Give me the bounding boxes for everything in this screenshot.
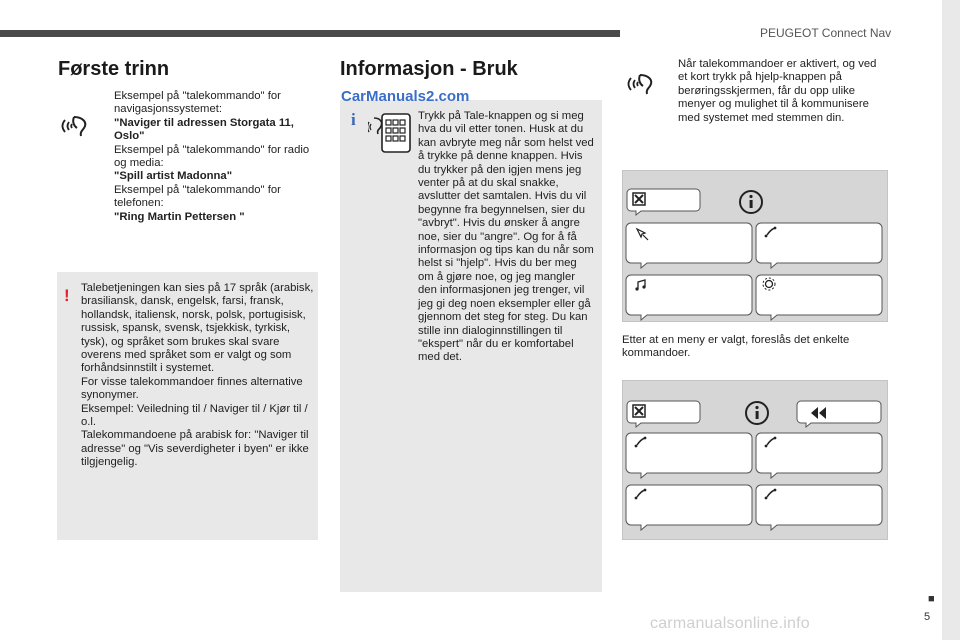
example-intro: Eksempel på "talekommando" for navigasjonssystemet:	[114, 90, 281, 116]
section-title-first-steps: Første trinn	[58, 58, 170, 80]
page-number: 5	[924, 611, 931, 623]
example-intro: Eksempel på "talekommando" for telefonen:	[114, 183, 281, 210]
voice-command-icon	[60, 108, 100, 145]
section-title-info-use: Informasjon - Bruk	[340, 58, 518, 80]
watermark: carmanualsonline.info	[650, 615, 810, 632]
notice-paragraph: For visse talekommandoer finnes alternative synonymer.	[81, 375, 303, 402]
help-icon	[740, 191, 762, 213]
header-bar	[0, 30, 620, 37]
info-icon: i	[351, 110, 356, 129]
example-command: "Spill artist Madonna"	[114, 170, 233, 183]
examples-block	[114, 90, 314, 224]
touch-voice-icon	[368, 112, 412, 161]
right-text-2: Etter at en meny er valgt, foreslås det enkelte kommandoer.	[622, 334, 850, 360]
example-intro: Eksempel på "talekommando" for radio og media:	[114, 143, 310, 170]
carmanuals-logo: CarManuals2.com	[341, 88, 470, 105]
example-command: "Ring Martin Pettersen "	[114, 210, 245, 223]
header-title: PEUGEOT Connect Nav	[760, 26, 892, 40]
menu-screen-illustration	[622, 170, 888, 322]
notice-text	[81, 282, 314, 470]
warning-icon: !	[64, 286, 70, 305]
info-text: Trykk på Tale-knappen og si meg hva du vil etter tonen. Husk at du kan avbryte meg når som helst ved å trykke på denne knappen. Hvis du trykker på den igjen mens jeg venter på at du skal snakke, avslutter det samtalen. Hvis du vil begynne fra begynnelsen, sier du "avbryt". Hvis du ønsker å angre noe, sier du "angre". Og for å få informasjon og tips kan du når som helst si "hjelp". Hvis du ber meg om å gjøre noe, og jeg mangler den informasjonen jeg trenger, vil jeg gi deg noen eksempler eller gå gjennom det steg for steg. Du kan stille inn dialoginnstillingen til "ekspert" når du er komfortabel med det.	[418, 110, 594, 364]
example-command: "Naviger til adressen Storgata 11, Oslo"	[114, 116, 294, 143]
notice-paragraph: Eksempel: Veiledning til / Naviger til / Kjør til / o.l.	[81, 402, 308, 429]
voice-command-icon	[626, 66, 666, 103]
command-screen-illustration	[622, 380, 888, 540]
notice-paragraph: Talebetjeningen kan sies på 17 språk (arabisk, brasiliansk, dansk, engelsk, farsi, fransk, hollandsk, italiensk, norsk, polsk, portugisisk, russisk, spansk, svensk, tsjekkisk, tyrkisk, tysk), og språket som brukes skal svare overens med språket som er valgt og som forhåndsinnstilt i systemet.	[81, 282, 314, 375]
help-icon	[746, 402, 768, 424]
notice-paragraph: Talekommandoene på arabisk for: "Naviger til adresse" og "Vis severdigheter i byen" er ikke tilgjengelig.	[81, 429, 309, 469]
continue-mark: ■	[928, 593, 935, 605]
page-edge-strip	[942, 0, 960, 640]
right-text-1: Når talekommandoer er aktivert, og ved et kort trykk på hjelp-knappen på berøringsskjermen, får du opp ulike menyer og mulighet til å kommunisere med systemet med stemmen din.	[678, 58, 877, 124]
